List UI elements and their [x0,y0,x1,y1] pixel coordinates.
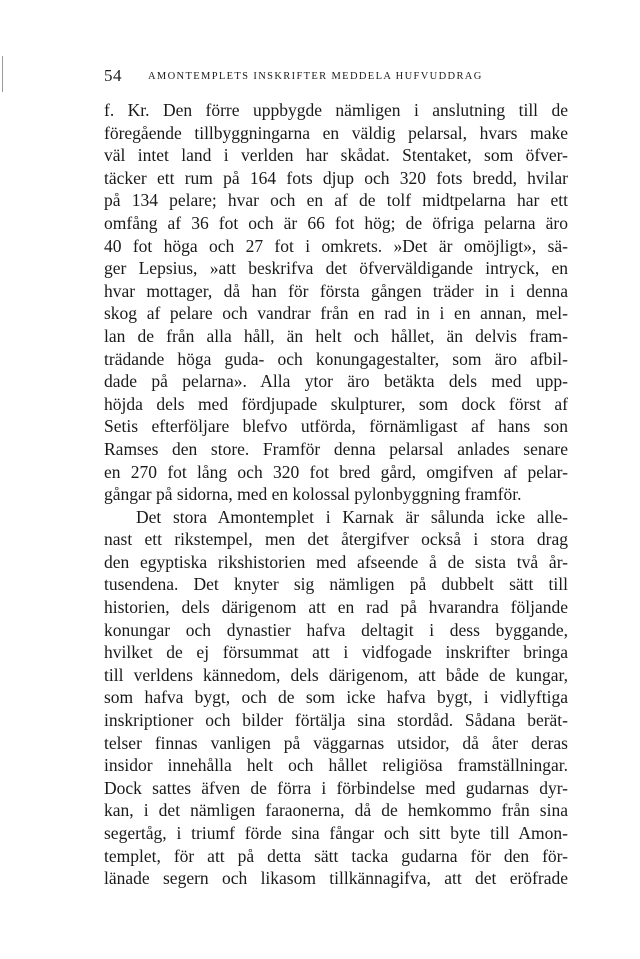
text-line: länade segern och likasom tillkännagifva, att det eröfrade [104,868,568,889]
text-line: Setis efterföljare blefvo utförda, förnämligast af hans son [104,416,568,437]
text-line: föregående tillbyggningarna en väldig pelarsal, hvars make [104,122,568,143]
text-line: väl intet land i verlden har skådat. Stentaket, som öfver- [104,145,568,166]
text-line: ger Lepsius, »att beskrifva det öfverväldigande intryck, en [104,258,568,279]
text-line: hvar mottager, då han för första gången träder in i denna [104,280,568,301]
text-line: trädande höga guda- och konungagestalter, som äro afbil- [104,348,568,369]
text-line: dade på pelarna». Alla ytor äro betäkta dels med upp- [104,371,568,392]
text-line: tusendena. Det knyter sig nämligen på dubbelt sätt till [104,574,568,595]
text-line: höjda dels med fördjupade skulpturer, som dock först af [104,393,568,414]
text-line: på 134 pelare; hvar och en af de tolf midtpelarna har ett [104,190,568,211]
text-line: omfång af 36 fot och är 66 fot hög; de öfriga pelarna äro [104,212,568,233]
text-line: f. Kr. Den förre uppbygde nämligen i anslutning till de [104,100,568,120]
text-line: segertåg, i triumf förde sina fångar och sitt byte till Amon- [104,823,568,843]
text-line: inskriptioner och bilder förtälja sina stordåd. Sådana berät- [104,710,568,731]
text-line: Ramses den store. Framför denna pelarsal anlades senare [104,438,568,459]
text-line: skog af pelare och vandrar från en rad in i en annan, mel- [104,303,568,324]
text-line: hvilket de ej försummat att i vidfogade inskrifter bringa [104,642,568,663]
text-line: templet, för att på detta sätt tacka gudarna för den för- [104,845,568,866]
text-line: en 270 fot lång och 320 fot bred gård, omgifven af pelar- [104,461,568,482]
text-line: kan, i det nämligen faraonerna, då de hemkommo från sina [104,800,568,821]
text-line: täcker ett rum på 164 fots djup och 320 fots bredd, hvilar [104,167,568,188]
text-line: som hafva bygt, och de som icke hafva bygt, i vidlyftiga [104,687,568,708]
text-line: den egyptiska rikshistorien med afseende å de sista två år- [104,551,568,572]
text-line: telser finnas vanligen på väggarnas utsidor, då åter deras [104,732,568,753]
text-line: insidor innehålla helt och hållet religiösa framställningar. [104,755,568,776]
paragraph-first-line: Det stora Amontemplet i Karnak är sålunda icke alle- [136,506,568,527]
text-line: lan de från alla håll, än helt och hållet, än delvis fram- [104,325,568,346]
body-text [104,99,568,890]
text-line: gångar på sidorna, med en kolossal pylonbyggning framför. [104,484,522,505]
page-edge-mark [2,56,3,92]
text-line: konungar och dynastier hafva deltagit i dess byggande, [104,619,568,640]
text-line: historien, dels därigenom att en rad på hvarandra följande [104,597,568,618]
text-line: Dock sattes äfven de förra i förbindelse med gudarnas dyr- [104,777,568,798]
page-header [104,66,574,94]
text-line: 40 fot höga och 27 fot i omkrets. »Det är omöjligt», sä- [104,235,568,256]
text-line: till verldens kännedom, dels därigenom, att både de kungar, [104,664,568,685]
text-line: nast ett rikstempel, men det återgifver också i stora drag [104,529,568,550]
page-number: 54 [104,66,122,85]
running-head: AMONTEMPLETS INSKRIFTER MEDDELA HUFVUDDRAG [148,71,483,82]
